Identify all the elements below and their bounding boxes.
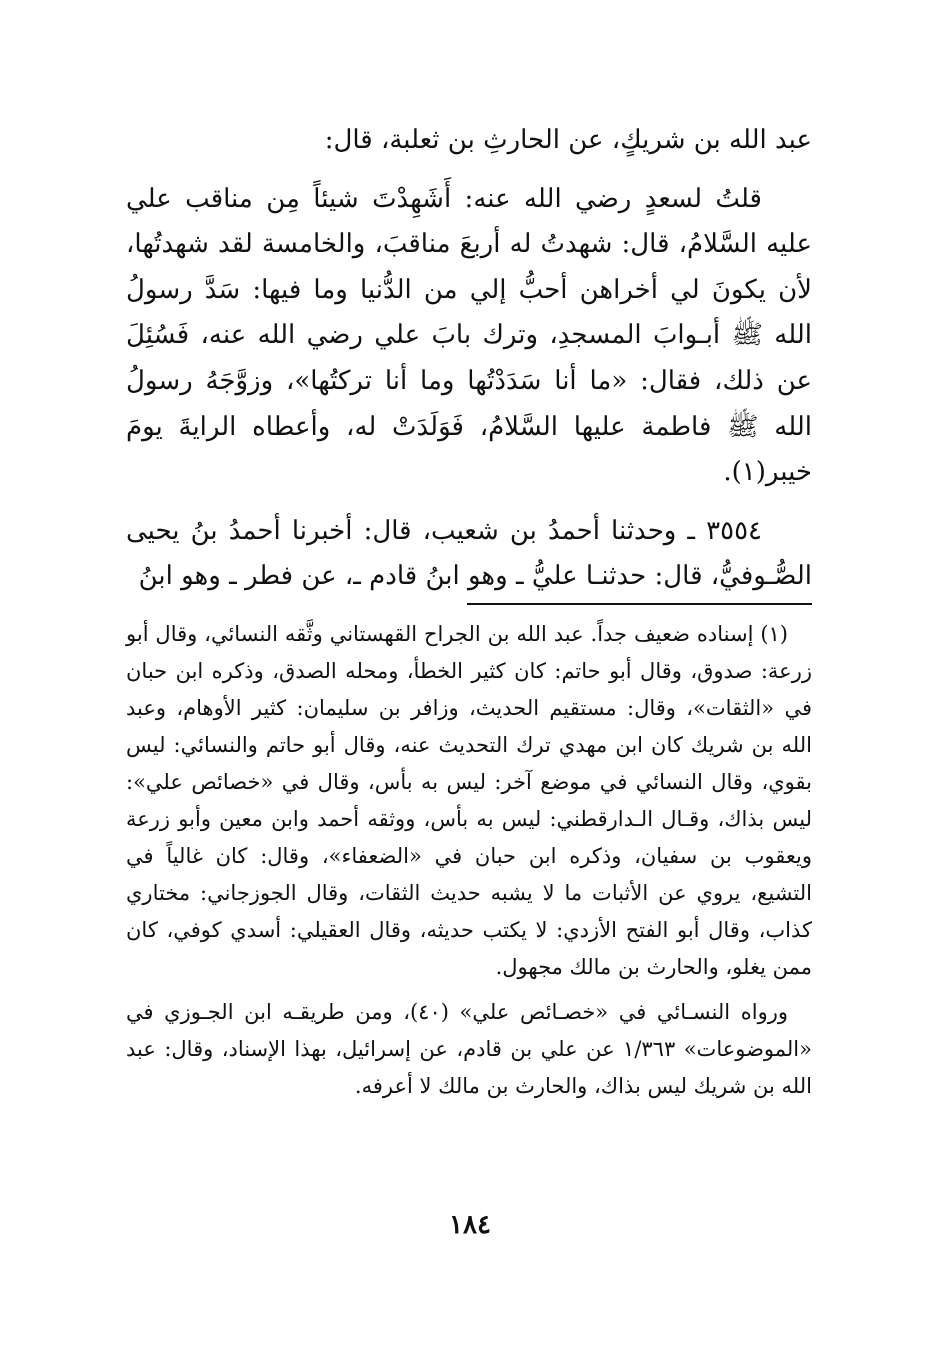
main-paragraph-isnad-continuation: عبد الله بن شريكٍ، عن الحارثِ بن ثعلبة، قال: xyxy=(324,125,812,155)
main-paragraph-hadith-text: قلتُ لسعدٍ رضي الله عنه: أَشَهِدْتَ شيئاً مِن مناقب علي عليه السَّلامُ، قال: شهدتُ له أربعَ مناقبَ، والخامسة لقد شهدتُها، لأن يكونَ لي أخراهن أحبُّ إلي من الدُّنيا وما فيها: سَدَّ رسولُ الله ﷺ أبـوابَ المسجدِ، وترك بابَ علي رضي الله عنه، فَسُئِلَ عن ذلك، فقال: «ما أنا سَدَدْتُها وما أنا تركتُها»، وزوَّجَهُ رسولُ الله ﷺ فاطمة عليها السَّلامُ، فَوَلَدَتْ له، وأعطاه الرايةَ يومَ خيبر(١). xyxy=(126,183,812,488)
main-paragraph-hadith-3554: ٣٥٥٤ ـ وحدثنا أحمدُ بن شعيب، قال: أخبرنا أحمدُ بنُ يحيى الصُّـوفيُّ، قال: حدثنـا عليُّ ـ وهو ابنُ قادم ـ، عن فطر ـ وهو ابنُ xyxy=(126,515,812,592)
footnote-1: (١) إسناده ضعيف جداً. عبد الله بن الجراح القهستاني وثَّقه النسائي، وقال أبو زرعة: صدوق، وقال أبو حاتم: كان كثير الخطأ، ومحله الصدق، وذكره ابن حبان في «الثقات»، وقال: مستقيم الحديث، وزافر بن سليمان: كثير الأوهام، وعبد الله بن شريك كان ابن مهدي ترك التحديث عنه، وقال أبو حاتم والنسائي: ليس بقوي، وقال النسائي في موضع آخر: ليس به بأس، وقال في «خصائص علي»: ليس بذاك، وقـال الـدارقطني: ليس به بأس، ووثقه أحمد وابن معين وأبو زرعة ويعقوب بن سفيان، وذكره ابن حبان في «الضعفاء»، وقال: كان غالياً في التشيع، يروي عن الأثبات ما لا يشبه حديث الثقات، وقال الجوزجاني: مختاري كذاب، وقال أبو الفتح الأزدي: لا يكتب حديثه، وقال العقيلي: أسدي كوفي، كان ممن يغلو، والحارث بن مالك مجهول. xyxy=(126,622,812,979)
footnote-1-continuation: ورواه النسـائي في «خصـائص علي» (٤٠)، ومن طريقـه ابن الجـوزي في «الموضوعات» ١/٣٦٣ عن علي بن قادم، عن إسرائيل، بهذا الإسناد، وقال: عبد الله بن شريك ليس بذاك، والحارث بن مالك لا أعرفه. xyxy=(126,1000,812,1098)
footnote-separator xyxy=(467,603,812,605)
footnotes xyxy=(126,616,812,1105)
page-number: ١٨٤ xyxy=(449,1210,491,1240)
main-text xyxy=(126,118,812,600)
